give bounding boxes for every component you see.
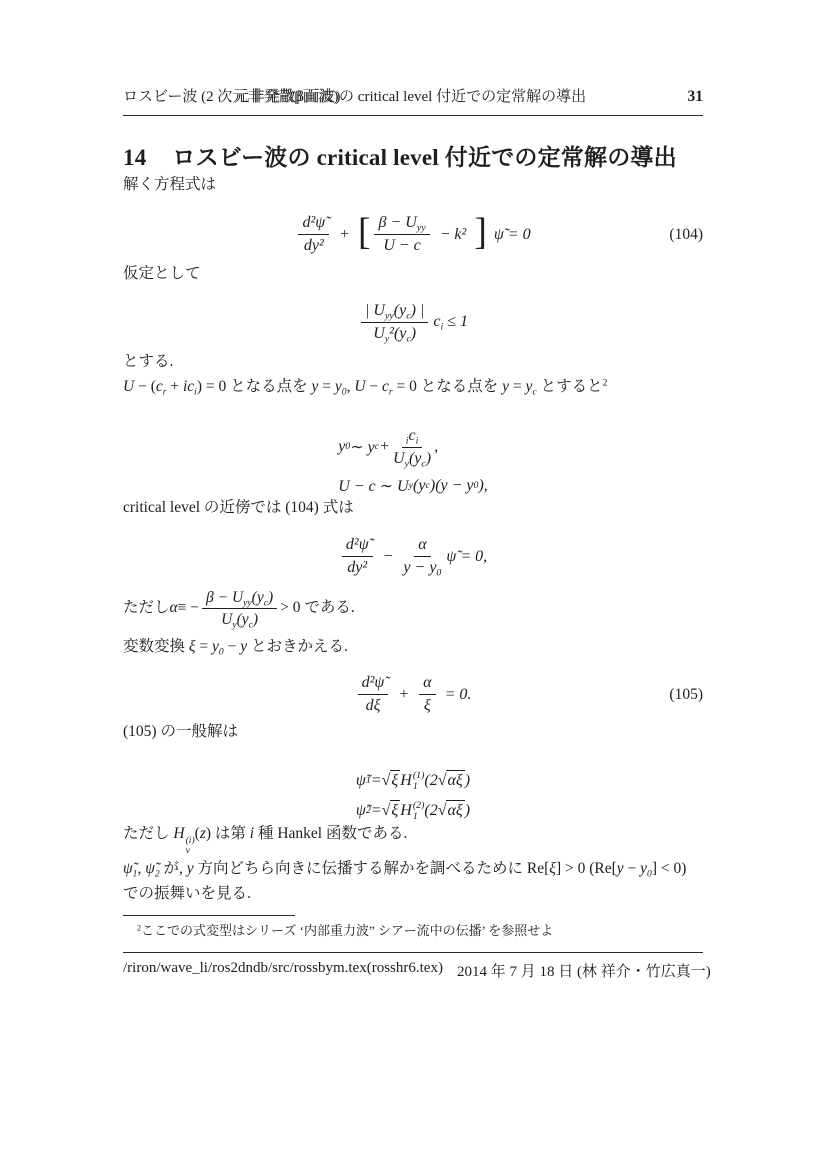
section-title: ロスビー波の critical level 付近での定常解の導出 bbox=[172, 144, 677, 170]
equation-ci-condition bbox=[123, 294, 703, 350]
equation-psi2: ψ̃ 2 = √ξ H (2) 1 (2 √αξ ) bbox=[355, 799, 471, 822]
footnote-text: ここでの式変型はシリーズ ‘内部重力波” シアー流中の伝播’ を参照せよ bbox=[141, 922, 554, 938]
equation-y0-approx-line2: U − c ∼ U y (y c )(y − y 0 ), bbox=[338, 476, 488, 495]
paragraph-variable-change: 変数変換 $\xi = y_0 - y$ とおきかえる. bbox=[123, 637, 348, 658]
equation-local-form-body: d²ψ̃ dy² − $\frac{\alpha}{y - y_0}$ ψ̃ = 0, bbox=[339, 535, 487, 578]
page-footer bbox=[123, 960, 711, 981]
equation-ci-condition-body: | $U_{yy}(y_c)$ | $U_y^2(y_c)$ $c_i \le 1$ bbox=[358, 301, 468, 344]
paragraph-tosuru: とする. bbox=[123, 353, 174, 371]
header-title-right: の critical level 付近での定常解の導出 bbox=[339, 88, 587, 105]
paragraph-behavior: $\psĩ_1$, $\psĩ_2$ が, y 方向どちら向きに伝播する解かを調べるために Re[ξ] > 0 $(Re[y - y_0] < 0)$ での振舞いを見る. bbox=[123, 860, 687, 902]
paragraph-critical-points: $U - (c_r + ic_i) = 0$ となる点を $y = y_0$, $U - c_r = 0$ となる点を $y = y_c$ とすると$^2$ bbox=[123, 377, 608, 398]
header-page-number: 31 bbox=[687, 88, 703, 105]
paragraph-alpha-definition: ただし α ≡ − $\beta - U_{yy}(y_c)$ $U_y(y_c)$ > 0 である. bbox=[123, 588, 355, 631]
footnote-rule bbox=[123, 915, 295, 916]
equation-psi-solutions-lines bbox=[356, 770, 470, 821]
footnote-marker: 2 bbox=[137, 923, 142, 933]
equation-psi1: ψ̃ 1 = √ξ H (1) 1 (2 √αξ ) bbox=[355, 770, 471, 793]
paragraph-solve: 解く方程式は bbox=[123, 175, 217, 193]
footer-file-path: /riron/wave_li/ros2dndb/src/rossbym.tex(rosshr6.tex) bbox=[123, 960, 443, 977]
footnote bbox=[123, 921, 703, 941]
equation-105-body: d²ψ̃ dξ + $\frac{\alpha}{\xi}$ = 0. bbox=[355, 673, 472, 716]
equation-psi-solutions bbox=[123, 770, 703, 821]
page-header bbox=[123, 86, 703, 116]
equation-104-body: d²ψ̃ dy² + [ $\beta - U_{yy}$ U − c − k² ] ψ̃ = 0 bbox=[295, 213, 530, 256]
paragraph-assume: 仮定として bbox=[123, 264, 201, 282]
footer-date-authors: 2014 年 7 月 18 日 (林 祥介・竹広真一) bbox=[456, 964, 711, 981]
footer-rule bbox=[123, 952, 703, 953]
equation-y0-approx bbox=[123, 426, 703, 496]
header-title-overlap: 元非発散β面波) bbox=[232, 88, 340, 105]
equation-y0-approx-line1: y 0 ∼ y c + $_ic_i$ $U_y(y_c)$ , bbox=[338, 426, 439, 470]
equation-105-tag: (105) bbox=[669, 685, 703, 703]
equation-104-tag: (104) bbox=[669, 225, 703, 243]
section-number: 14 bbox=[123, 144, 147, 170]
equation-105 bbox=[123, 670, 703, 720]
equation-y0-approx-lines bbox=[338, 426, 488, 496]
header-title-left: ロスビー波 (2 次 bbox=[123, 88, 233, 105]
equation-104 bbox=[123, 208, 703, 262]
section-heading bbox=[123, 142, 703, 173]
paragraph-hankel-note: ただし H (i) ν (z) は第 i 種 Hankel 函数である. bbox=[123, 824, 408, 857]
header-title bbox=[123, 87, 586, 108]
equation-local-form bbox=[123, 531, 703, 583]
paragraph-near-critical: critical level の近傍では (104) 式は bbox=[123, 498, 354, 516]
paragraph-general-solution: (105) の一般解は bbox=[123, 722, 238, 740]
